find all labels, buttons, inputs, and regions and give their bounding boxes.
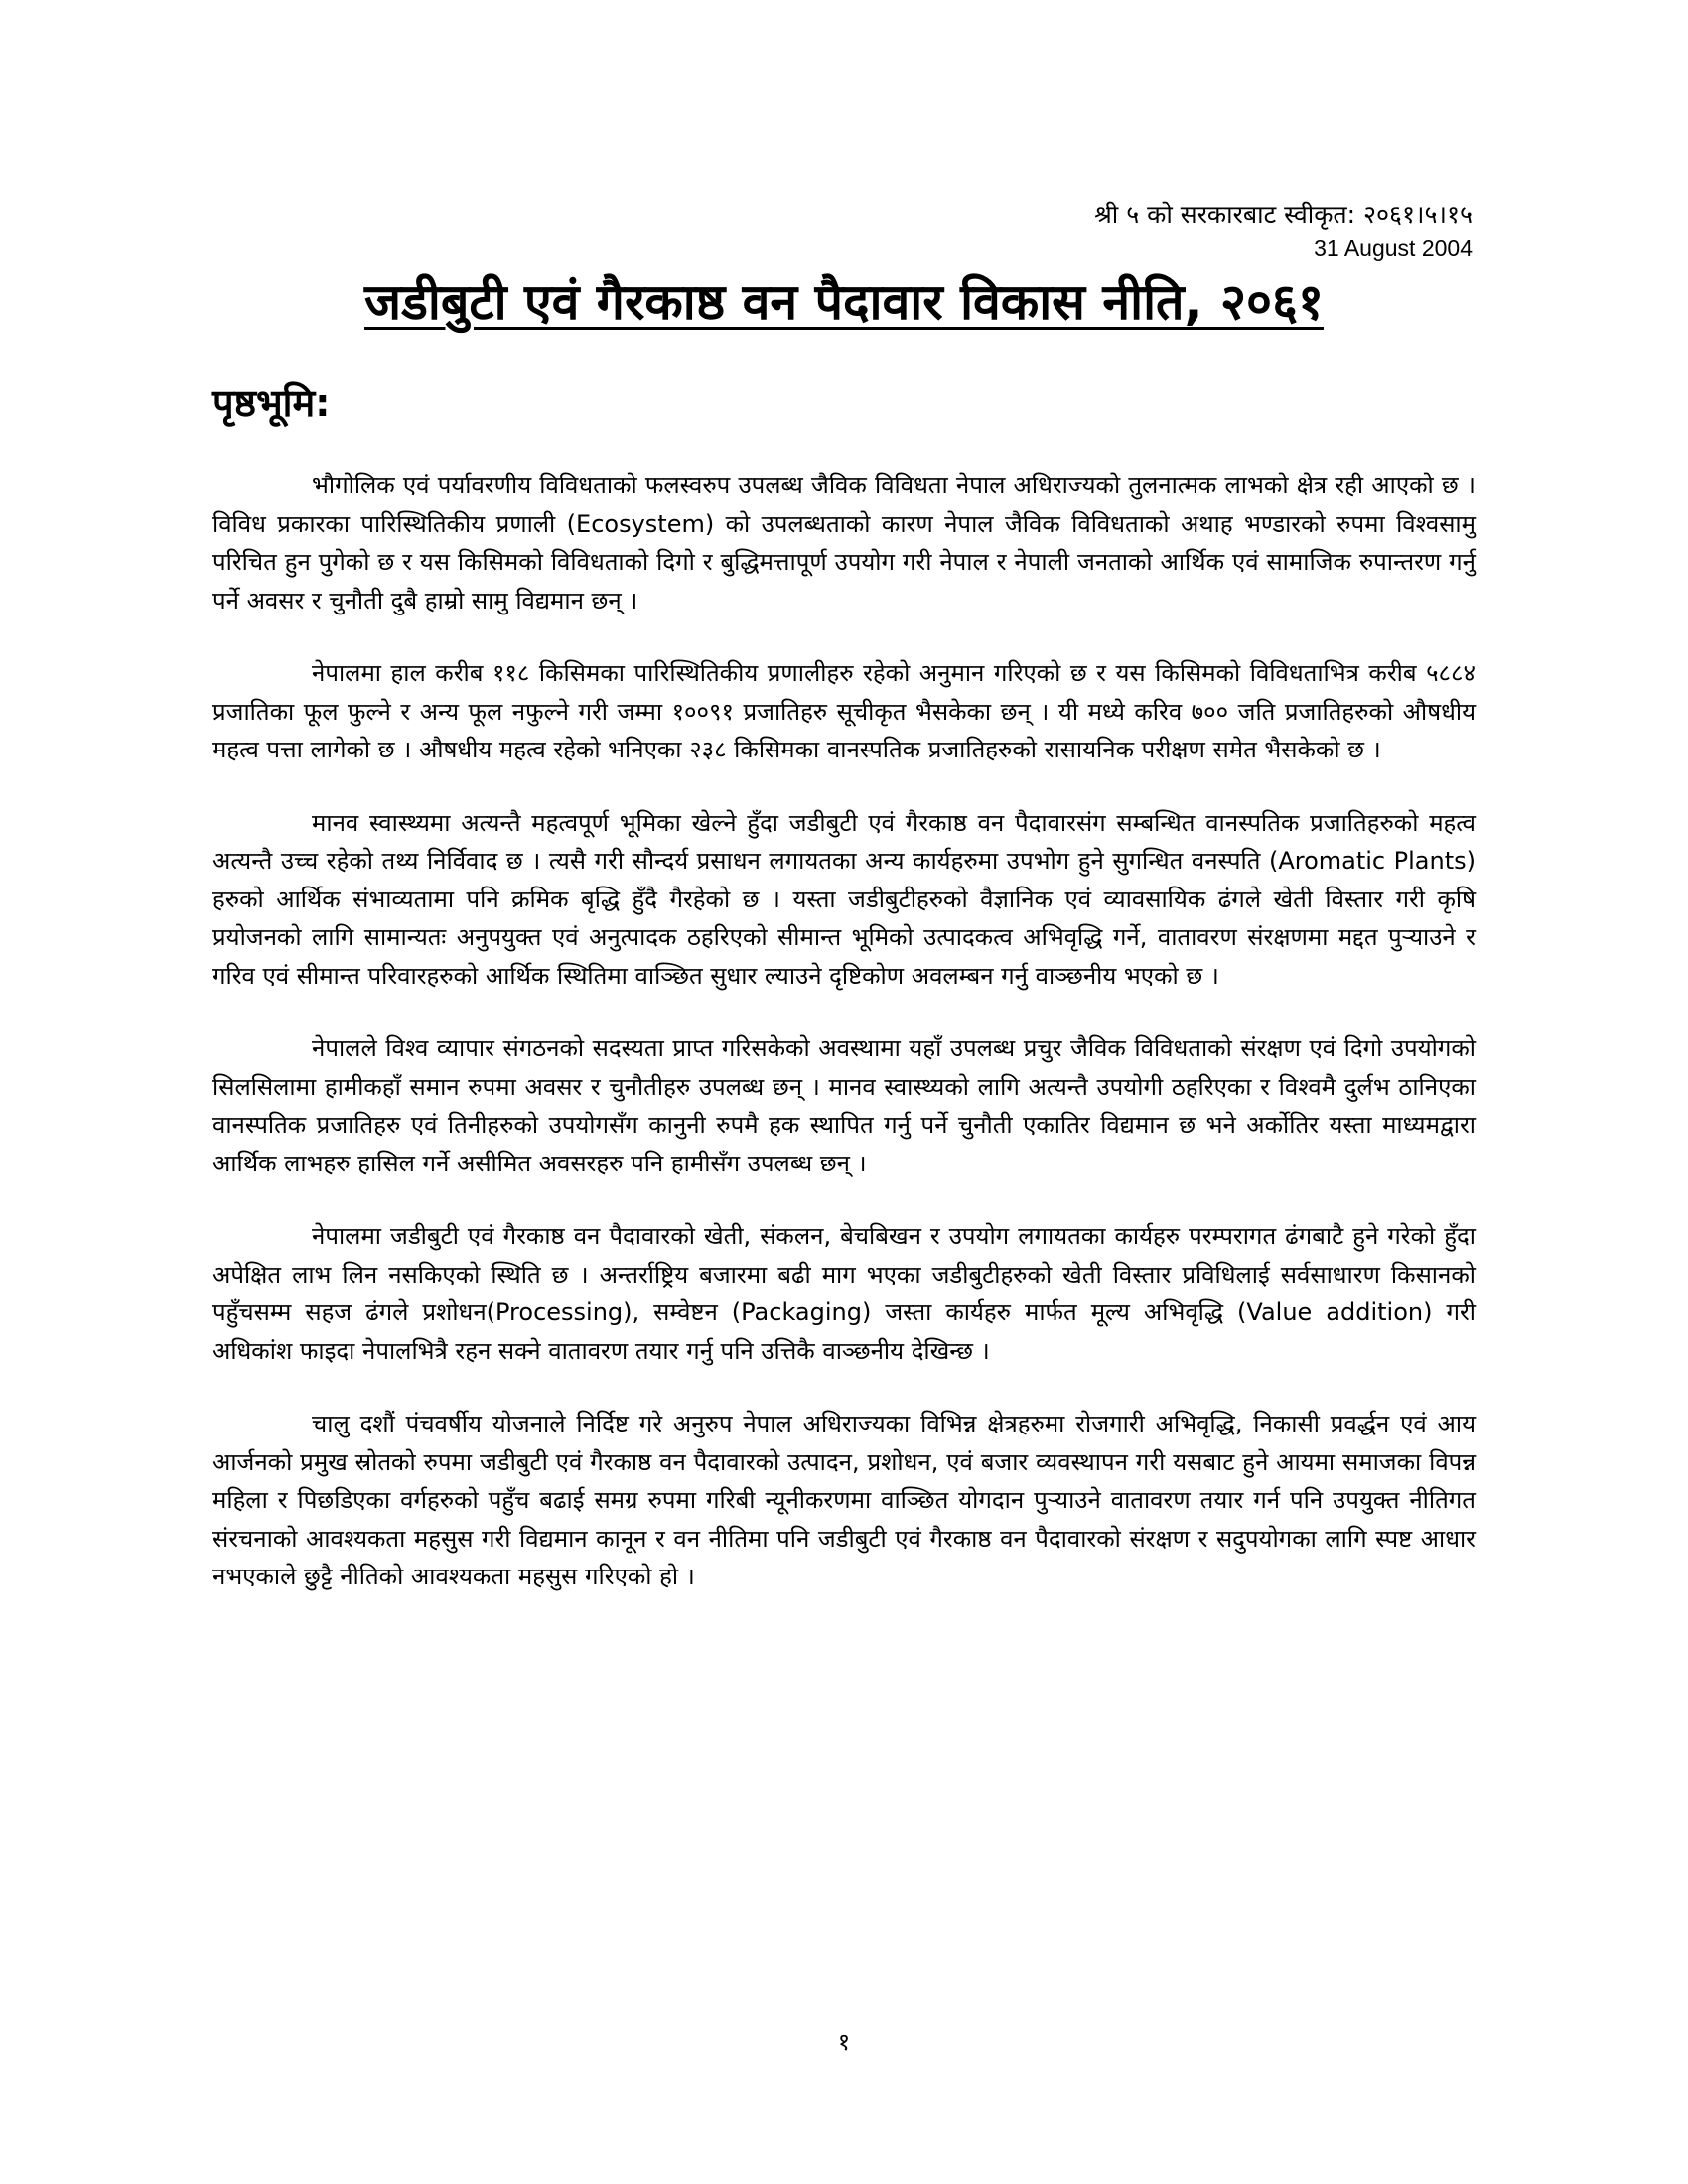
paragraph-2: नेपालमा हाल करीब ११८ किसिमका पारिस्थितिकीय प्रणालीहरु रहेको अनुमान गरिएको छ र यस किसिमको विविधताभित्र करीब ५८८४ प्रजातिका फूल फुल्ने र अन्य फूल नफुल्ने गरी जम्मा १००९१ प्रजातिहरु सूचीकृत भैसकेका छन् । यी मध्ये करिव ७०० जति प्रजातिहरुको औषधीय महत्व पत्ता लागेको छ । औषधीय महत्व रहेको भनिएका २३८ किसिमका वानस्पतिक प्रजातिहरुको रासायनिक परीक्षण समेत भैसकेको छ । [212, 659, 1477, 763]
paragraph-5: नेपालमा जडीबुटी एवं गैरकाष्ठ वन पैदावारको खेती, संकलन, बेचबिखन र उपयोग लगायतका कार्यहरु परम्परागत ढंगबाटै हुने गरेको हुँदा अपेक्षित लाभ लिन नसकिएको स्थिति छ । अन्तर्राष्ट्रिय बजारमा बढी माग भएका जडीबुटीहरुको खेती विस्तार प्रविधिलाई सर्वसाधारण किसानको पहुँचसम्म सहज ढंगले प्रशोधन(Processing), सम्वेष्टन (Packaging) जस्ता कार्यहरु मार्फत मूल्य अभिवृद्धि (Value addition) गरी अधिकांश फाइदा नेपालभित्रै रहन सक्ने वातावरण तयार गर्नु पनि उत्तिकै वाञ्छनीय देखिन्छ । [212, 1222, 1476, 1365]
date-line: 31 August 2004 [1314, 235, 1473, 261]
approval-line: श्री ५ को सरकारबाट स्वीकृत: २०६१।५।१५ [1094, 201, 1473, 229]
page-number: १ [837, 2028, 851, 2056]
document-title: जडीबुटी एवं गैरकाष्ठ वन पैदावार विकास नीति, २०६१ [364, 273, 1324, 331]
paragraph-3: मानव स्वास्थ्यमा अत्यन्तै महत्वपूर्ण भूमिका खेल्ने हुँदा जडीबुटी एवं गैरकाष्ठ वन पैदावारसंग सम्बन्धित वानस्पतिक प्रजातिहरुको महत्व अत्यन्तै उच्च रहेको तथ्य निर्विवाद छ । त्यसै गरी सौन्दर्य प्रसाधन लगायतका अन्य कार्यहरुमा उपभोग हुने सुगन्धित वनस्पति (Aromatic Plants) हरुको आर्थिक संभाव्यतामा पनि क्रमिक बृद्धि हुँदै गैरहेको छ । यस्ता जडीबुटीहरुको वैज्ञानिक एवं व्यावसायिक ढंगले खेती विस्तार गरी कृषि प्रयोजनको लागि सामान्यतः अनुपयुक्त एवं अनुत्पादक ठहरिएको सीमान्त भूमिको उत्पादकत्व अभिवृद्धि गर्ने, वातावरण संरक्षणमा मद्दत पुऱ्याउने र गरिव एवं सीमान्त परिवारहरुको आर्थिक स्थितिमा वाञ्छित सुधार ल्याउने दृष्टिकोण अवलम्बन गर्नु वाञ्छनीय भएको छ । [212, 808, 1476, 990]
section-heading: पृष्ठभूमि: [212, 381, 331, 425]
paragraph-1: भौगोलिक एवं पर्यावरणीय विविधताको फलस्वरुप उपलब्ध जैविक विविधता नेपाल अधिराज्यको तुलनात्मक लाभको क्षेत्र रही आएको छ । विविध प्रकारका पारिस्थितिकीय प्रणाली (Ecosystem) को उपलब्धताको कारण नेपाल जैविक विविधताको अथाह भण्डारको रुपमा विश्वसामु परिचित हुन पुगेको छ र यस किसिमको विविधताको दिगो र बुद्धिमत्तापूर्ण उपयोग गरी नेपाल र नेपाली जनताको आर्थिक एवं सामाजिक रुपान्तरण गर्नु पर्ने अवसर र चुनौती दुबै हाम्रो सामु विद्यमान छन् । [212, 472, 1476, 614]
body-text [212, 467, 1476, 1631]
paragraph-6: चालु दशौं पंचवर्षीय योजनाले निर्दिष्ट गरे अनुरुप नेपाल अधिराज्यका विभिन्न क्षेत्रहरुमा रोजगारी अभिवृद्धि, निकासी प्रवर्द्धन एवं आय आर्जनको प्रमुख स्रोतको रुपमा जडीबुटी एवं गैरकाष्ठ वन पैदावारको उत्पादन, प्रशोधन, एवं बजार व्यवस्थापन गरी यसबाट हुने आयमा समाजका विपन्न महिला र पिछडिएका वर्गहरुको पहुँच बढाई समग्र रुपमा गरिबी न्यूनीकरणमा वाञ्छित योगदान पुऱ्याउने वातावरण तयार गर्न पनि उपयुक्त नीतिगत संरचनाको आवश्यकता महसुस गरी विद्यमान कानून र वन नीतिमा पनि जडीबुटी एवं गैरकाष्ठ वन पैदावारको संरक्षण र सदुपयोगका लागि स्पष्ट आधार नभएकाले छुट्टै नीतिको आवश्यकता महसुस गरिएको हो । [212, 1410, 1476, 1590]
paragraph-4: नेपालले विश्व व्यापार संगठनको सदस्यता प्राप्त गरिसकेको अवस्थामा यहाँ उपलब्ध प्रचुर जैविक विविधताको संरक्षण एवं दिगो उपयोगको सिलसिलामा हामीकहाँ समान रुपमा अवसर र चुनौतीहरु उपलब्ध छन् । मानव स्वास्थ्यको लागि अत्यन्तै उपयोगी ठहरिएका र विश्वमै दुर्लभ ठानिएका वानस्पतिक प्रजातिहरु एवं तिनीहरुको उपयोगसँग कानुनी रुपमै हक स्थापित गर्नु पर्ने चुनौती एकातिर विद्यमान छ भने अर्कोतिर यस्ता माध्यमद्वारा आर्थिक लाभहरु हासिल गर्ने असीमित अवसरहरु पनि हामीसँग उपलब्ध छन् । [212, 1034, 1476, 1177]
